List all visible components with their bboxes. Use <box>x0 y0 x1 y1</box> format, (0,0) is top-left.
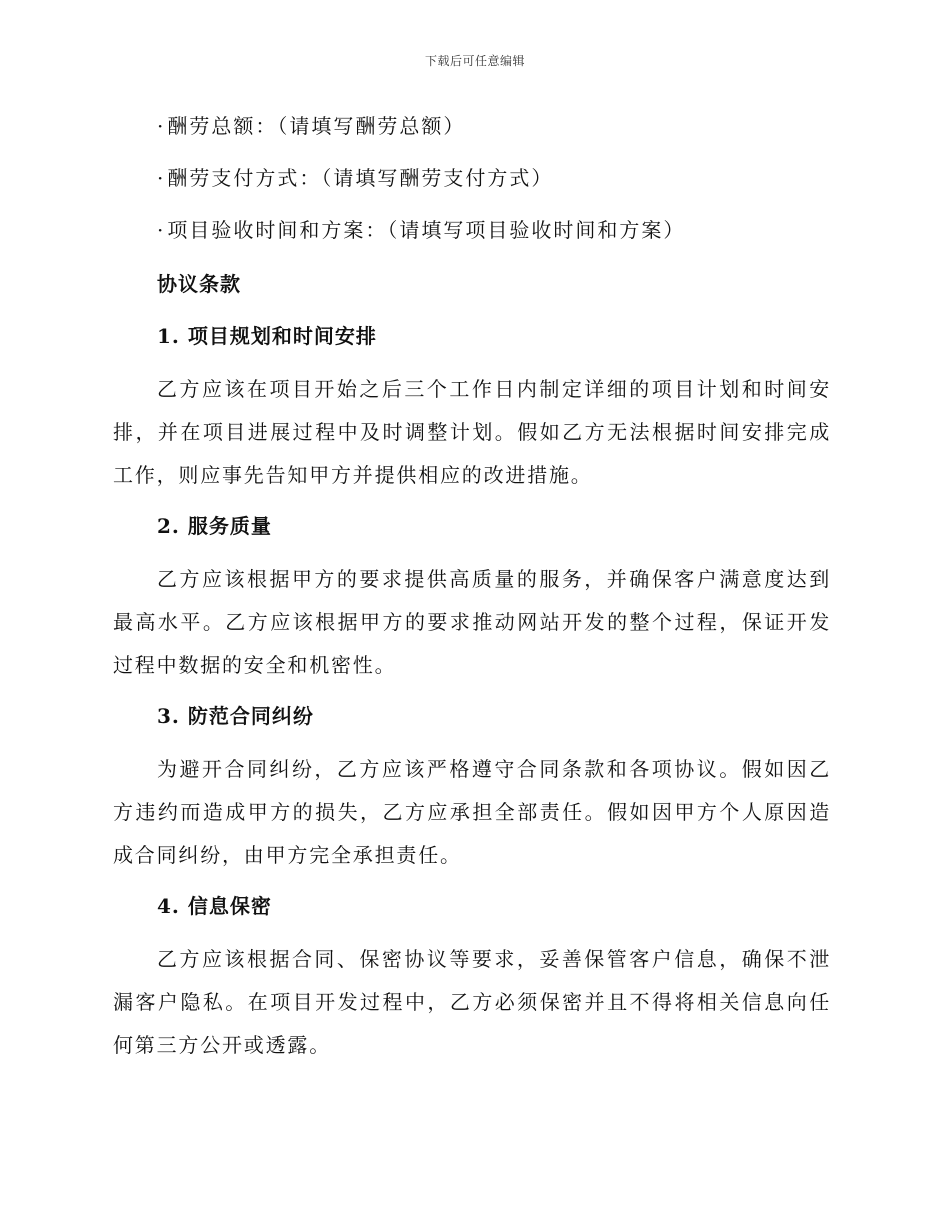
bullet-dot-icon: · <box>157 166 166 190</box>
bullet-item-acceptance-plan <box>157 212 831 264</box>
section-body-quality: 乙方应该根据甲方的要求提供高质量的服务，并确保客户满意度达到最高水平。乙方应该根据甲方的要求推动网站开发的整个过程，保证开发过程中数据的安全和机密性。 <box>113 567 831 677</box>
bullet-dot-icon: · <box>157 218 166 242</box>
section-heading-disputes: 3. 防范合同纠纷 <box>157 704 314 728</box>
section-body-planning: 乙方应该在项目开始之后三个工作日内制定详细的项目计划和时间安排，并在项目进展过程中及时调整计划。假如乙方无法根据时间安排完成工作，则应事先告知甲方并提供相应的改进措施。 <box>113 377 831 487</box>
bullet-text: 项目验收时间和方案：（请填写项目验收时间和方案） <box>167 218 686 242</box>
bullet-item-payment-method <box>157 160 831 212</box>
bullet-dot-icon: · <box>157 114 166 138</box>
section-heading-confidentiality: 4. 信息保密 <box>157 894 272 918</box>
document-body <box>113 108 831 1076</box>
section-heading-quality: 2. 服务质量 <box>157 514 272 538</box>
section-title: 协议条款 <box>157 272 241 296</box>
bullet-text: 酬劳总额：（请填写酬劳总额） <box>167 114 466 138</box>
bullet-text: 酬劳支付方式：（请填写酬劳支付方式） <box>167 166 554 190</box>
bullet-item-remuneration-total <box>157 108 831 160</box>
section-body-disputes: 为避开合同纠纷，乙方应该严格遵守合同条款和各项协议。假如因乙方违约而造成甲方的损失，乙方应承担全部责任。假如因甲方个人原因造成合同纠纷，由甲方完全承担责任。 <box>113 757 831 867</box>
section-heading-planning: 1. 项目规划和时间安排 <box>157 324 377 348</box>
section-body-confidentiality: 乙方应该根据合同、保密协议等要求，妥善保管客户信息，确保不泄漏客户隐私。在项目开发过程中，乙方必须保密并且不得将相关信息向任何第三方公开或透露。 <box>113 947 831 1057</box>
page-header: 下载后可任意编辑 <box>424 54 525 68</box>
